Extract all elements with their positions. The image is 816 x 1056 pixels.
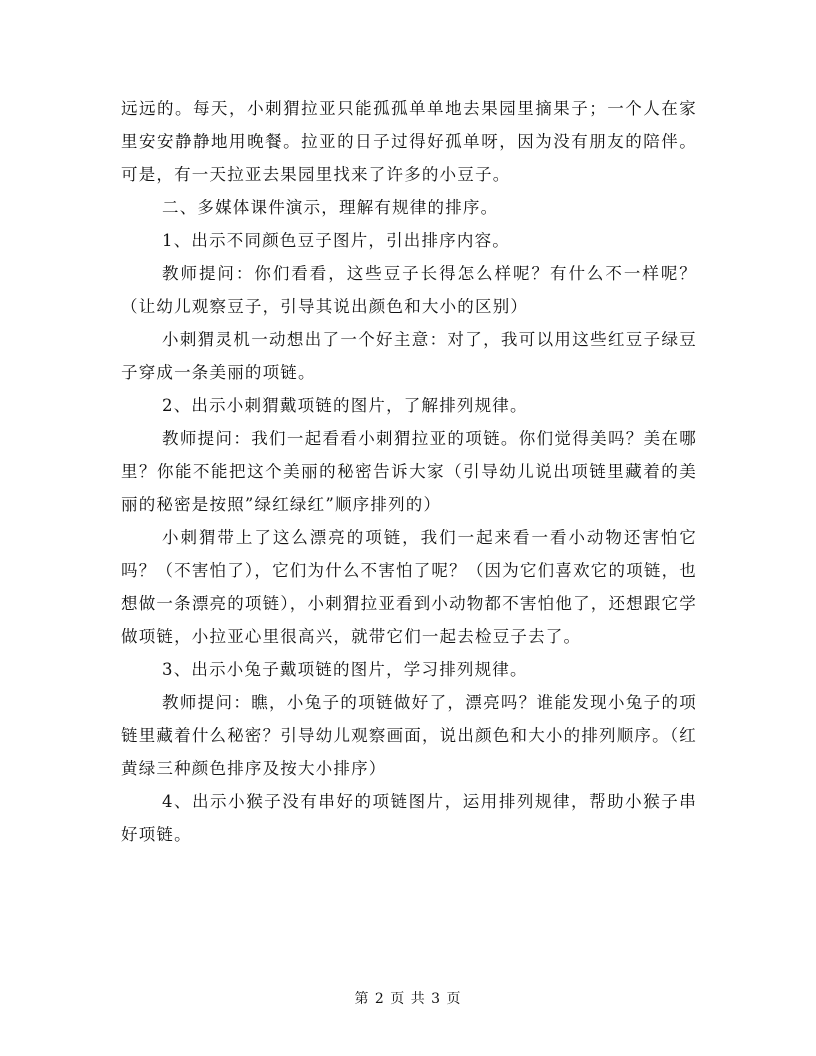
paragraph-hedgehog-idea: 小刺猬灵机一动想出了一个好主意：对了，我可以用这些红豆子绿豆子穿成一条美丽的项链。 [121,330,697,382]
paragraph-teacher-question-one: 教师提问：你们看看，这些豆子长得怎么样呢？有什么不一样呢？（让幼儿观察豆子，引导其说出颜色和大小的区别） [121,264,697,316]
paragraph-story-continuation: 远远的。每天，小刺猬拉亚只能孤孤单单地去果园里摘果子；一个人在家里安安静静地用晚餐。拉亚的日子过得好孤单呀，因为没有朋友的陪伴。可是，有一天拉亚去果园里找来了许多的小豆子。 [121,99,697,184]
paragraph-step-three: 3、出示小兔子戴项链的图片，学习排列规律。 [162,660,528,679]
paragraph-teacher-question-two: 教师提问：我们一起看看小刺猬拉亚的项链。你们觉得美吗？美在哪里？你能不能把这个美丽的秘密告诉大家（引导幼儿说出项链里藏着的美丽的秘密是按照”绿红绿红”顺序排列的） [121,429,697,514]
paragraph-hedgehog-necklace-story: 小刺猬带上了这么漂亮的项链，我们一起来看一看小动物还害怕它吗？（不害怕了），它们为什么不害怕了呢？（因为它们喜欢它的项链，也想做一条漂亮的项链），小刺猬拉亚看到小动物都不害怕他了，还想跟它学做项链，小拉亚心里很高兴，就带它们一起去检豆子去了。 [121,528,697,646]
paragraph-section-two-heading: 二、多媒体课件演示，理解有规律的排序。 [162,198,499,217]
paragraph-step-four: 4、出示小猴子没有串好的项链图片，运用排列规律，帮助小猴子串好项链。 [121,792,697,844]
paragraph-step-two: 2、出示小刺猬戴项链的图片，了解排列规律。 [162,396,528,415]
page-footer: 第 2 页 共 3 页 [354,991,462,1007]
document-body [121,92,697,851]
paragraph-step-one: 1、出示不同颜色豆子图片，引出排序内容。 [162,231,510,250]
paragraph-teacher-question-three: 教师提问：瞧，小兔子的项链做好了，漂亮吗？谁能发现小兔子的项链里藏着什么秘密？引导幼儿观察画面，说出颜色和大小的排列顺序。（红黄绿三种颜色排序及按大小排序） [121,693,697,778]
